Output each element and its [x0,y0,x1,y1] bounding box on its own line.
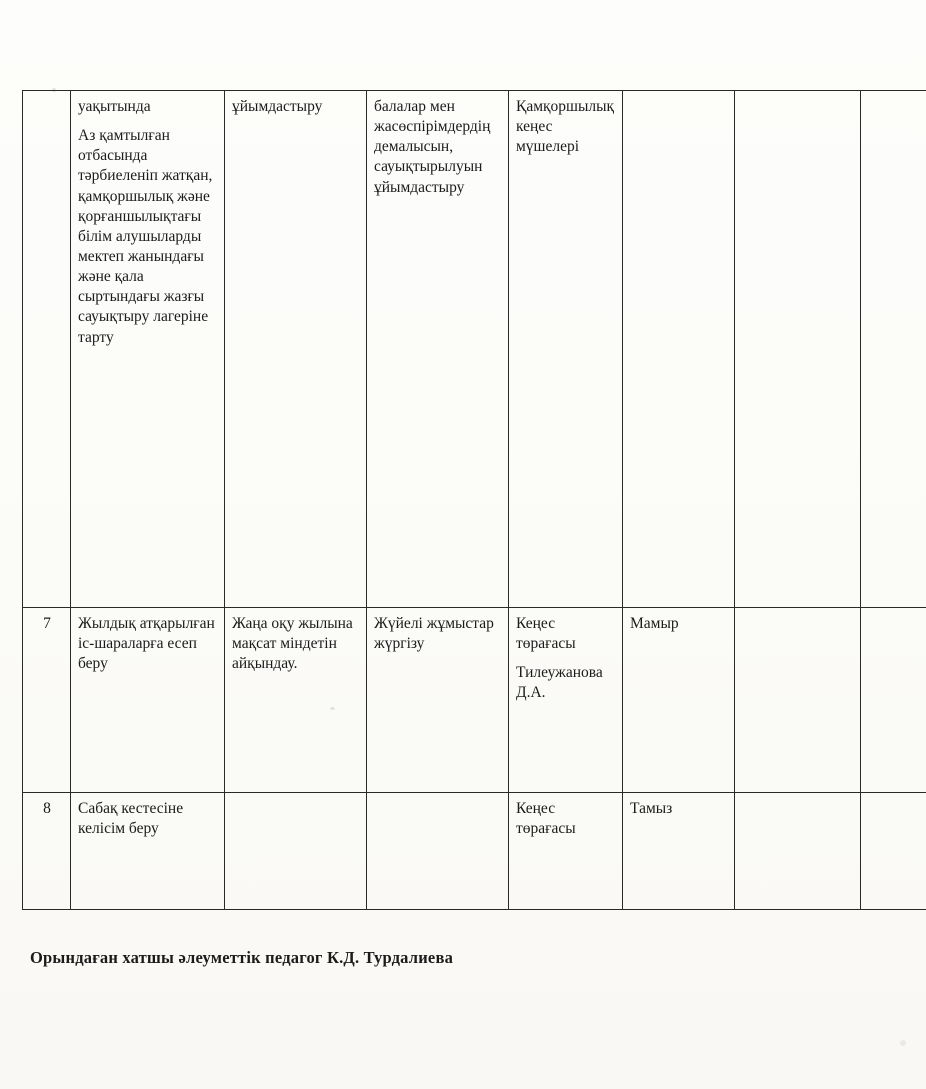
cell-paragraph: балалар мен жасөспірімдердің демалысын, сауықтырылуын ұйымдастыру [374,98,491,196]
cell-paragraph: Қамқоршылық кеңес мүшелері [516,98,615,156]
cell-paragraph: Кеңес төрағасы [516,615,576,653]
scan-artifact [900,1040,906,1046]
cell-goal [367,608,509,793]
cell-paragraph: Сабақ кестесіне келісім беру [78,800,184,838]
cell-responsible [509,91,623,608]
cell-mark [735,793,861,910]
plan-table [22,90,926,910]
cell-note [861,608,926,793]
cell-task [71,91,225,608]
cell-paragraph: Тилеужанова Д.А. [516,664,603,702]
cell-paragraph: ұйымдастыру [232,98,323,115]
cell-paragraph: Кеңес төрағасы [516,800,576,838]
cell-paragraph: Аз қамтылған отбасында тәрбиеленіп жатқан, қамқоршылық және қорғаншылықтағы білім алушыларды мектеп жанындағы және қала сыртындағы жазғы сауықтыру лагеріне тарту [78,127,213,346]
cell-term [623,91,735,608]
cell-task [71,608,225,793]
cell-responsible [509,608,623,793]
cell-form [225,608,367,793]
cell-paragraph: Жаңа оқу жылына мақсат міндетін айқындау. [232,615,353,673]
cell-paragraph: Жүйелі жұмыстар жүргізу [374,615,494,653]
cell-form [225,91,367,608]
cell-paragraph: Жылдық атқарылған іс-шараларға есеп беру [78,615,215,673]
cell-form [225,793,367,910]
cell-number: 7 [23,608,71,793]
cell-responsible [509,793,623,910]
cell-term: Мамыр [623,608,735,793]
table-row [23,793,926,910]
cell-mark [735,91,861,608]
cell-note [861,91,926,608]
cell-task [71,793,225,910]
cell-mark [735,608,861,793]
signature-line: Орындаған хатшы әлеуметтік педагог К.Д. Турдалиева [30,948,454,967]
cell-paragraph: уақытында [78,98,151,115]
cell-goal [367,91,509,608]
cell-goal [367,793,509,910]
table-row [23,91,926,608]
cell-note [861,793,926,910]
cell-number: 8 [23,793,71,910]
table-row [23,608,926,793]
cell-term: Тамыз [623,793,735,910]
cell-number [23,91,71,608]
